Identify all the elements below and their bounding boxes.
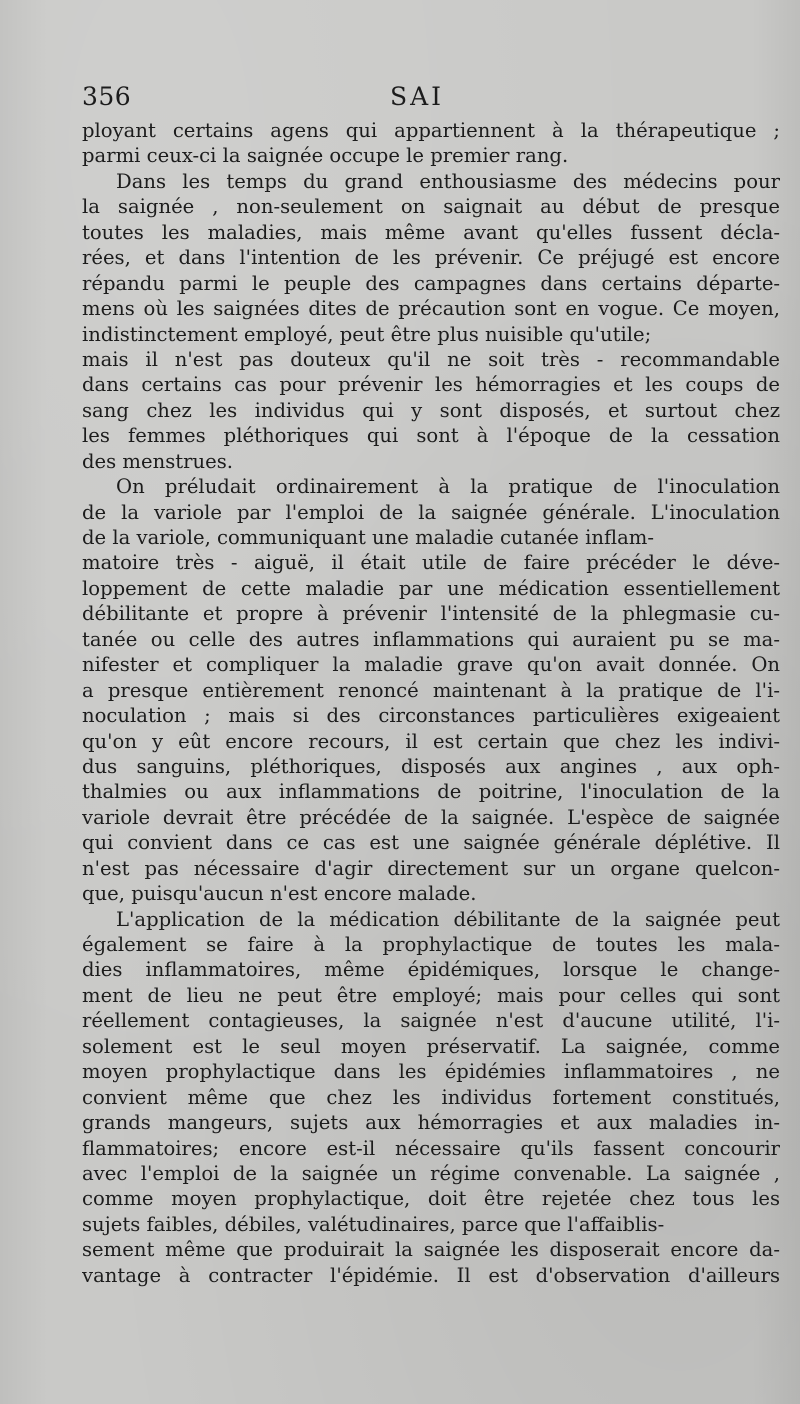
text-line: ment de lieu ne peut être employé; mais pour celles qui sont <box>82 983 780 1007</box>
text-line: solement est le seul moyen préservatif. La saignée, comme <box>82 1034 780 1058</box>
text-line: mais il n'est pas douteux qu'il ne soit très - recommandable <box>82 347 780 371</box>
book-page <box>82 82 780 1288</box>
text-line: ployant certains agens qui appartiennent à la thérapeutique ; <box>82 119 780 142</box>
text-line: nifester et compliquer la maladie grave qu'on avait donnée. On <box>82 653 780 677</box>
text-line: dans certains cas pour prévenir les hémorragies et les coups de <box>82 373 780 397</box>
text-line: la saignée , non-seulement on saignait au début de presque <box>82 195 780 219</box>
text-line: de la variole, communiquant une maladie cutanée inflam- <box>82 526 654 549</box>
text-line: flammatoires; encore est-il nécessaire qu'ils fassent concourir <box>82 1136 780 1160</box>
text-line: tanée ou celle des autres inflammations qui auraient pu se ma- <box>82 627 780 651</box>
text-line: avec l'emploi de la saignée un régime convenable. La saignée , <box>82 1161 780 1185</box>
text-line: a presque entièrement renoncé maintenant à la pratique de l'i- <box>82 678 780 702</box>
text-line: loppement de cette maladie par une médication essentiellement <box>82 576 780 600</box>
text-line: comme moyen prophylactique, doit être rejetée chez tous les <box>82 1187 780 1211</box>
text-line: variole devrait être précédée de la saignée. L'espèce de saignée <box>82 805 780 829</box>
text-line: sujets faibles, débiles, valétudinaires, parce que l'affaiblis- <box>82 1212 665 1236</box>
text-line: matoire très - aiguë, il était utile de faire précéder le déve- <box>82 551 780 575</box>
text-line: On préludait ordinairement à la pratique de l'inoculation <box>116 475 780 499</box>
text-line: sement même que produirait la saignée les disposerait encore da- <box>82 1238 780 1262</box>
text-line: répandu parmi le peuple des campagnes dans certains départe- <box>82 271 780 295</box>
text-line: noculation ; mais si des circonstances particulières exigeaient <box>82 704 780 728</box>
text-line: des menstrues. <box>82 449 234 473</box>
text-line: débilitante et propre à prévenir l'intensité de la phlegmasie cu- <box>82 602 780 626</box>
page-number: 356 <box>82 82 132 111</box>
text-line: thalmies ou aux inflammations de poitrine, l'inoculation de la <box>82 780 780 804</box>
text-line: que, puisqu'aucun n'est encore malade. <box>82 882 477 906</box>
text-line: les femmes pléthoriques qui sont à l'époque de la cessation <box>82 424 780 448</box>
text-line: indistinctement employé, peut être plus nuisible qu'utile; <box>82 322 652 346</box>
text-line: dies inflammatoires, même épidémiques, lorsque le change- <box>82 958 780 982</box>
text-line: L'application de la médication débilitante de la saignée peut <box>116 907 780 931</box>
text-line: moyen prophylactique dans les épidémies inflammatoires , ne <box>82 1060 780 1084</box>
text-line: convient même que chez les individus fortement constitués, <box>82 1085 780 1109</box>
text-line: de la variole par l'emploi de la saignée générale. L'inoculation <box>82 500 780 524</box>
text-line: grands mangeurs, sujets aux hémorragies et aux maladies in- <box>82 1111 780 1135</box>
text-line: Dans les temps du grand enthousiasme des médecins pour <box>116 169 780 193</box>
text-line: vantage à contracter l'épidémie. Il est d'observation d'ailleurs <box>82 1263 780 1287</box>
text-line: sang chez les individus qui y sont disposés, et surtout chez <box>82 398 780 422</box>
text-line: mens où les saignées dites de précaution sont en vogue. Ce moyen, <box>82 297 780 321</box>
text-line: qui convient dans ce cas est une saignée générale déplétive. Il <box>82 831 780 855</box>
text-line: réellement contagieuses, la saignée n'est d'aucune utilité, l'i- <box>82 1009 780 1033</box>
text-line: rées, et dans l'intention de les prévenir. Ce préjugé est encore <box>82 246 780 270</box>
running-title: SAI <box>390 82 445 111</box>
body-text <box>82 118 780 1288</box>
text-line: qu'on y eût encore recours, il est certain que chez les indivi- <box>82 729 780 753</box>
text-line: également se faire à la prophylactique de toutes les mala- <box>82 933 780 956</box>
text-line: toutes les maladies, mais même avant qu'elles fussent décla- <box>82 220 780 244</box>
text-line: parmi ceux-ci la saignée occupe le premier rang. <box>82 144 569 168</box>
text-line: n'est pas nécessaire d'agir directement sur un organe quelcon- <box>82 856 780 880</box>
text-line: dus sanguins, pléthoriques, disposés aux angines , aux oph- <box>82 754 780 778</box>
running-head <box>82 82 780 118</box>
